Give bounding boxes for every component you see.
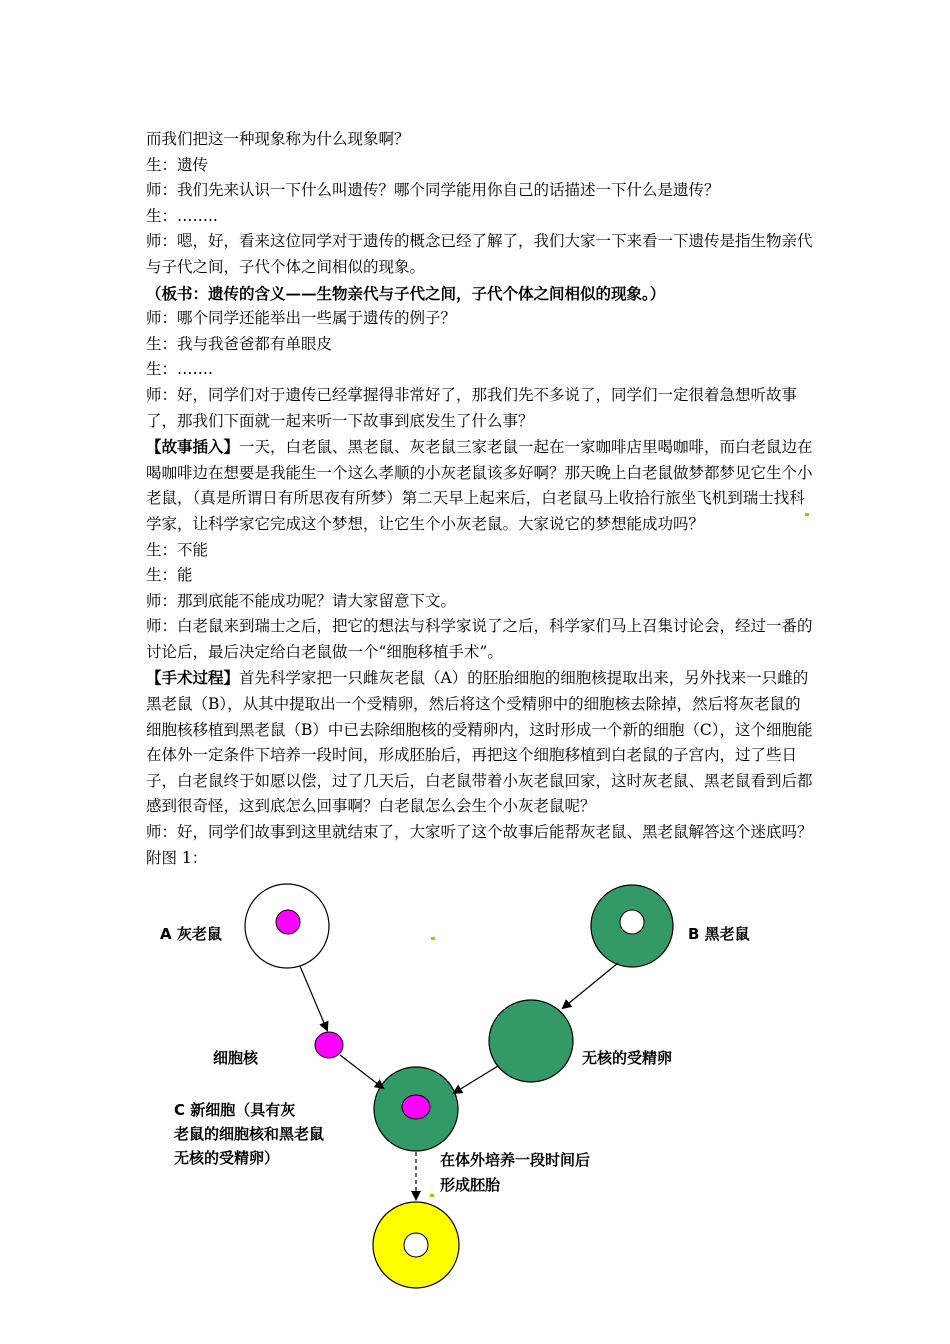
paragraph: 师：好，同学们故事到这里就结束了，大家听了这个故事后能帮灰老鼠、黑老鼠解答这个迷底吗？ [146, 823, 813, 842]
paragraph: 师：好，同学们对于遗传已经掌握得非常好了，那我们先不多说了，同学们一定很着急想听故事了，那我们下面就一起来听一下故事到底发生了什么事？ [146, 385, 798, 430]
paragraph: 生：能 [146, 566, 193, 585]
embryo-center [404, 1233, 428, 1257]
label-culture-line2: 形成胚胎 [440, 1176, 501, 1194]
board-note: （板书：遗传的含义——生物亲代与子代之间，子代个体之间相似的现象。） [146, 283, 666, 303]
surgery-body: 首先科学家把一只雌灰老鼠（A）的胚胎细胞的细胞核提取出来，另外找来一只雌的黑老鼠（B），从其中提取出一个受精卵，然后将这个受精卵中的细胞核去除掉，然后将灰老鼠的细胞核移植到黑老鼠（B）中已去除细胞核的受精卵内，这时形成一个新的细胞（C），这个细胞能在体外一定条件下培养一段时间，形成胚胎后，再把这个细胞移植到白老鼠的子宫内，过了些日子，白老鼠终于如愿以偿，过了几天后，白老鼠带着小灰老鼠回家，这时灰老鼠、黑老鼠看到后都感到很奇怪，这到底怎么回事啊？白老鼠怎么会生个小灰老鼠呢？ [146, 669, 813, 816]
paragraph: 而我们把这一种现象称为什么现象啊？ [146, 130, 410, 148]
arrow-nucleus-to-c [340, 1055, 383, 1088]
paragraph: 生：我与我爸爸都有单眼皮 [146, 334, 333, 353]
arrow-a-to-nucleus [300, 966, 327, 1030]
paragraph: 师：我们先来认识一下什么叫遗传？哪个同学能用你自己的话描述一下什么是遗传？ [146, 181, 720, 200]
surgery-heading: 【手术过程】 [146, 668, 240, 688]
enucleated-egg [489, 1000, 573, 1082]
label-enucleated-egg: 无核的受精卵 [582, 1049, 673, 1067]
paragraph: 生：遗传 [146, 155, 209, 174]
arrow-egg-to-c [454, 1066, 498, 1093]
label-c-line1: C 新细胞（具有灰 [174, 1101, 296, 1119]
story-body: 一天，白老鼠、黑老鼠、灰老鼠三家老鼠一起在一家咖啡店里喝咖啡，而白老鼠边在喝咖啡边在想要是我能生一个这么孝顺的小灰老鼠该多好啊？那天晚上白老鼠做梦都梦见它生个小老鼠，（真是所谓日有所思夜有所梦）第二天早上起来后，白老鼠马上收拾行旅坐飞机到瑞士找科学家，让科学家它完成这个梦想，让它生个小灰老鼠。大家说它的梦想能成功吗？ [146, 438, 813, 533]
story-heading: 【故事插入】 [146, 437, 240, 457]
cell-a-nucleus [276, 910, 300, 934]
stray-mark [805, 513, 809, 516]
extracted-nucleus [315, 1032, 343, 1058]
paragraph: 师：嗯，好，看来这位同学对于遗传的概念已经了解了，我们大家一下来看一下遗传是指生物亲代与子代之间，子代个体之间相似的现象。 [146, 232, 813, 276]
label-nucleus: 细胞核 [213, 1049, 259, 1067]
label-a-gray-mouse: A 灰老鼠 [160, 925, 222, 943]
label-c-line3: 无核的受精卵） [174, 1149, 280, 1167]
paragraph: 生：不能 [146, 540, 209, 559]
figure-caption: 附图 1： [146, 848, 208, 867]
paragraph: 师：哪个同学还能举出一些属于遗传的例子？ [146, 309, 457, 328]
label-c-line2: 老鼠的细胞核和黑老鼠 [174, 1125, 325, 1143]
arrow-b-to-egg [563, 963, 618, 1008]
label-culture-line1: 在体外培养一段时间后 [440, 1151, 591, 1169]
paragraph: 生：…….. [146, 206, 218, 225]
label-b-black-mouse: B 黑老鼠 [688, 925, 750, 943]
paragraph: 生：……. [146, 360, 213, 379]
paragraph: 师：白老鼠来到瑞士之后，把它的想法与科学家说了之后，科学家们马上召集讨论会，经过一番的讨论后，最后决定给白老鼠做一个“细胞移植手术”。 [146, 617, 813, 661]
cell-c-nucleus [402, 1095, 430, 1119]
cell-b-nucleus [620, 910, 644, 934]
paragraph: 师：那到底能不能成功呢？请大家留意下文。 [146, 591, 457, 610]
stray-mark [430, 1194, 434, 1197]
stray-mark [431, 937, 435, 940]
